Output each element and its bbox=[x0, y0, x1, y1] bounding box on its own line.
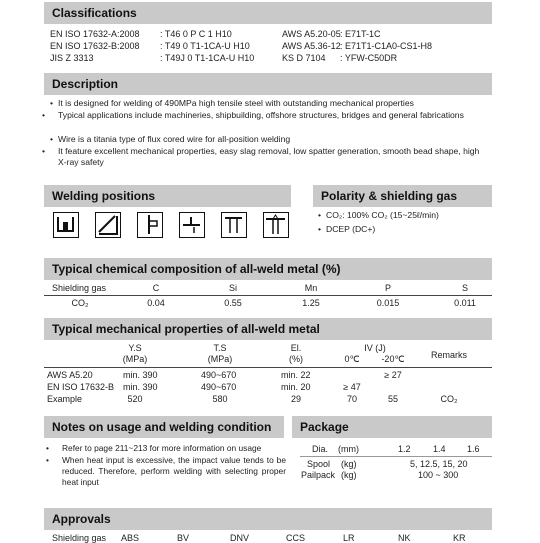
chem-col-p: P bbox=[384, 283, 391, 293]
description-item: • It is designed for welding of 490MPa high tensile steel with outstanding mechanical properties bbox=[50, 98, 414, 108]
class-row3-val: : T49J 0 T1-1CA-U H10 bbox=[160, 53, 255, 63]
position-overhead-icon bbox=[221, 212, 247, 238]
mech-row3-ys: 520 bbox=[127, 394, 143, 404]
mech-row2-iv0: ≥ 47 bbox=[343, 382, 361, 392]
mech-row1-ts: 490~670 bbox=[201, 370, 237, 380]
position-vertical-icon bbox=[137, 212, 163, 238]
welding-positions-header: Welding positions bbox=[44, 185, 291, 207]
approvals-header: Approvals bbox=[44, 508, 492, 530]
chem-col-gas: Shielding gas bbox=[52, 283, 107, 293]
description-item: • It feature excellent mechanical properties, easy slag removal, low spatter generation, smooth bead shape, high X-ray safety bbox=[42, 146, 480, 167]
mech-row2-el: min. 20 bbox=[281, 382, 311, 392]
approvals-col-nk: NK bbox=[398, 533, 411, 543]
mech-divider bbox=[44, 367, 492, 368]
package-header: Package bbox=[292, 416, 492, 438]
chem-val-gas: CO₂ bbox=[71, 298, 89, 308]
approvals-col-dnv: DNV bbox=[230, 533, 250, 543]
mech-col-iv-20: -20℃ bbox=[381, 354, 405, 364]
chem-val-p: 0.015 bbox=[376, 298, 400, 308]
description-header: Description bbox=[44, 73, 492, 95]
mech-row2-ys: min. 390 bbox=[123, 382, 158, 392]
package-dia-unit: (mm) bbox=[338, 444, 359, 454]
chem-divider bbox=[44, 295, 492, 296]
package-spool-label: Spool bbox=[307, 459, 331, 469]
position-horizontal-icon bbox=[95, 212, 121, 238]
approvals-col-abs: ABS bbox=[121, 533, 140, 543]
class-row1-std2: AWS A5.20-05 bbox=[282, 29, 341, 39]
chem-val-s: 0.011 bbox=[454, 298, 476, 308]
mech-row2-std: EN ISO 17632-B bbox=[47, 382, 115, 392]
class-row3-std: JIS Z 3313 bbox=[50, 53, 94, 63]
mech-row1-ys: min. 390 bbox=[123, 370, 158, 380]
notes-item: • Refer to page 211~213 for more information on usage bbox=[46, 443, 262, 453]
package-spool-values: 5, 12.5, 15, 20 bbox=[410, 459, 468, 469]
chem-val-mn: 1.25 bbox=[302, 298, 320, 308]
chem-col-c: C bbox=[152, 283, 160, 293]
mech-row3-el: 29 bbox=[290, 394, 301, 404]
class-row2-val2: : E71T1-C1A0-CS1-H8 bbox=[340, 41, 433, 51]
package-divider bbox=[300, 456, 492, 457]
polarity-item: • DCEP (DC+) bbox=[318, 224, 376, 234]
package-dia-2: 1.4 bbox=[433, 444, 446, 454]
approvals-col-ccs: CCS bbox=[286, 533, 306, 543]
approvals-col-kr: KR bbox=[453, 533, 466, 543]
approvals-col-lr: LR bbox=[343, 533, 355, 543]
mech-col-ts: T.S bbox=[213, 343, 227, 353]
mech-row3-remarks: CO₂ bbox=[440, 394, 458, 404]
class-row3-val2: : YFW-C50DR bbox=[340, 53, 398, 63]
mech-row3-ts: 580 bbox=[212, 394, 228, 404]
class-row1-val2: : E71T-1C bbox=[340, 29, 381, 39]
description-item: • Typical applications include machineries, shipbuilding, offshore structures, bridges and general fabrications bbox=[42, 110, 464, 120]
mech-row3-iv0: 70 bbox=[346, 394, 357, 404]
class-row2-val: : T49 0 T1-1CA-U H10 bbox=[160, 41, 250, 51]
mech-row2-ts: 490~670 bbox=[201, 382, 237, 392]
mech-row3-iv20: 55 bbox=[387, 394, 398, 404]
position-vertical-up-icon bbox=[263, 212, 289, 238]
mech-row3-std: Example bbox=[47, 394, 83, 404]
package-spool-unit: (kg) bbox=[341, 459, 357, 469]
description-item: • Wire is a titania type of flux cored wire for all-position welding bbox=[50, 134, 291, 144]
package-dia-1: 1.2 bbox=[398, 444, 411, 454]
class-row1-val: : T46 0 P C 1 H10 bbox=[160, 29, 232, 39]
notes-header: Notes on usage and welding condition bbox=[44, 416, 284, 438]
mech-col-ts-unit: (MPa) bbox=[207, 354, 233, 364]
package-pailpack-label: Pailpack bbox=[301, 470, 336, 480]
mech-col-iv-0: 0℃ bbox=[344, 354, 360, 364]
polarity-header: Polarity & shielding gas bbox=[313, 185, 492, 207]
chem-val-c: 0.04 bbox=[147, 298, 165, 308]
mech-col-iv: IV (J) bbox=[364, 343, 386, 353]
class-row1-std: EN ISO 17632-A:2008 bbox=[50, 29, 140, 39]
mechanical-header: Typical mechanical properties of all-weld metal bbox=[44, 318, 492, 340]
package-dia-label: Dia. bbox=[312, 444, 329, 454]
notes-item: • When heat input is excessive, the impact value tends to be reduced. Therefore, perform welding with selecting proper heat input bbox=[46, 455, 286, 487]
mech-col-ys-unit: (MPa) bbox=[122, 354, 148, 364]
approvals-col-bv: BV bbox=[177, 533, 190, 543]
mech-col-remarks: Remarks bbox=[430, 350, 467, 360]
chem-col-mn: Mn bbox=[304, 283, 318, 293]
mech-row1-iv20: ≥ 27 bbox=[384, 370, 402, 380]
polarity-item: • CO₂: 100% CO₂ (15~25ℓ/min) bbox=[318, 210, 439, 220]
classifications-header: Classifications bbox=[44, 2, 492, 24]
approvals-col-gas: Shielding gas bbox=[52, 533, 107, 543]
mech-col-el: El. bbox=[290, 343, 302, 353]
package-pailpack-values: 100 ~ 300 bbox=[418, 470, 459, 480]
package-pailpack-unit: (kg) bbox=[341, 470, 357, 480]
class-row3-std2: KS D 7104 bbox=[282, 53, 326, 63]
mech-row1-std: AWS A5.20 bbox=[47, 370, 93, 380]
mech-row1-el: min. 22 bbox=[281, 370, 311, 380]
mech-col-el-unit: (%) bbox=[289, 354, 303, 364]
mech-col-ys: Y.S bbox=[128, 343, 142, 353]
chem-val-si: 0.55 bbox=[224, 298, 242, 308]
chemical-header: Typical chemical composition of all-weld metal (%) bbox=[44, 258, 492, 280]
position-flat-icon bbox=[53, 212, 79, 238]
package-dia-3: 1.6 bbox=[467, 444, 480, 454]
class-row2-std: EN ISO 17632-B:2008 bbox=[50, 41, 140, 51]
chem-col-si: Si bbox=[228, 283, 237, 293]
chem-col-s: S bbox=[461, 283, 468, 293]
class-row2-std2: AWS A5.36-12 bbox=[282, 41, 341, 51]
position-horizontal-fillet-icon bbox=[179, 212, 205, 238]
